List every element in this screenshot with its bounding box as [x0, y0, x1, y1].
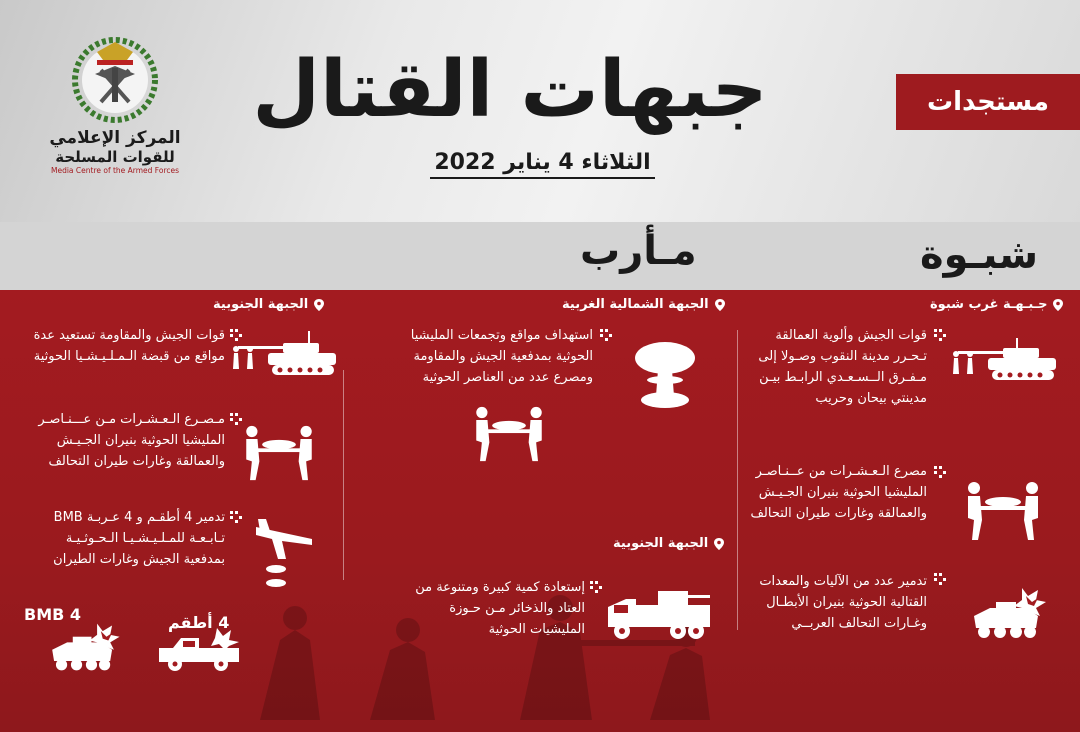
logo-english-text: Media Centre of the Armed Forces [50, 166, 180, 175]
marib-south-item-2: مـصـرع الـعـشـرات مـن عـــنـاصـر المليشيا الحوثية بنيران الجـيـش والعمالقة وغارات طيران التحالف [38, 412, 225, 469]
front-heading-marib-south-middle [613, 536, 724, 551]
media-centre-logo [30, 30, 200, 175]
region-band [0, 222, 1080, 290]
shabwa-item-2: مصرع الـعـشـرات من عــنـاصـر المليشيا الحوثية بنيران الجـيـش والعمالقة وغارات طيران التحالف [750, 464, 927, 521]
report-date: الثلاثاء 4 يناير 2022 [430, 150, 655, 179]
column-divider [343, 370, 344, 580]
dots-grid-icon [589, 580, 603, 594]
marib-south-item-3: تدمير 4 أطقـم و 4 عـربـة BMB تـابـعـة للمـلـيـشـيـا الـحـوثـيـة بمدفعية الجيش وغارات الطيران [53, 510, 225, 567]
front-heading-west-shabwa [930, 297, 1063, 312]
destroyed-technicals-label: 4 أطقم [168, 613, 230, 632]
region-title-marib: مـأرب [580, 228, 697, 274]
marib-northwest-item-1: استهداف مواقع وتجمعات المليشيا الحوثية بمدفعية الجيش والمقاومة ومصرع عدد من العناصر الحوثية [410, 328, 593, 385]
region-title-shabwa: شبـوة [920, 232, 1039, 278]
location-pin-icon [715, 299, 725, 311]
destroyed-bmb-label: BMB 4 [24, 605, 82, 624]
shabwa-item-1: قوات الجيش وألوية العمالقة تـحـرر مدينة النقوب وصـولا إلى مـفـرق الــسـعـدي الرابـط بيـن مدينتي بيحان وحريب [758, 328, 927, 406]
explosion-mushroom-icon [632, 340, 698, 412]
front-heading-label: الجبهة الجنوبية [213, 297, 309, 312]
dots-grid-icon [229, 510, 243, 524]
tank-soldiers-icon [228, 322, 340, 380]
location-pin-icon [314, 299, 324, 311]
front-heading-label: الجبهة الجنوبية [613, 536, 709, 551]
dots-grid-icon [933, 328, 947, 342]
military-truck-icon [604, 585, 714, 641]
dots-grid-icon [933, 465, 947, 479]
front-heading-marib-northwest [562, 297, 725, 312]
page-title: جبهات القتال [252, 45, 768, 135]
front-heading-marib-south [213, 297, 324, 312]
logo-emblem-icon [67, 30, 163, 126]
front-heading-label: جـبـهـة غرب شبوة [930, 297, 1048, 312]
dots-grid-icon [599, 328, 613, 342]
destroyed-armored-vehicle-icon [966, 582, 1050, 644]
casualties-stretcher-icon [962, 480, 1044, 542]
marib-south-item-1: قوات الجيش والمقاومة تستعيد عدة مواقع من قبضة الـمـلـيـشـيا الحوثية [33, 328, 225, 364]
drone-bomb-icon [252, 513, 318, 593]
front-heading-label: الجبهة الشمالية الغربية [562, 297, 709, 312]
location-pin-icon [714, 538, 724, 550]
column-divider [737, 330, 738, 630]
location-pin-icon [1053, 299, 1063, 311]
marib-south-middle-item-1: إستعادة كمية كبيرة ومتنوعة من العتاد والذخائر مـن حـوزة المليشيات الحوثية [415, 580, 585, 637]
tank-soldiers-icon [948, 330, 1060, 382]
dots-grid-icon [933, 572, 947, 586]
logo-arabic-line1: المركز الإعلامي [49, 128, 181, 148]
destroyed-armored-vehicle-icon [42, 618, 126, 676]
logo-arabic-line2: للقوات المسلحة [55, 148, 175, 166]
updates-badge: مستجدات [896, 74, 1080, 130]
shabwa-item-3: تدمير عدد من الآليات والمعدات القتالية الحوثية بنيران الأبطـال وغـارات التحالف العربــي [759, 574, 927, 631]
destroyed-pickup-icon [155, 626, 245, 674]
casualties-stretcher-icon [238, 424, 320, 482]
casualties-stretcher-icon [468, 405, 550, 463]
